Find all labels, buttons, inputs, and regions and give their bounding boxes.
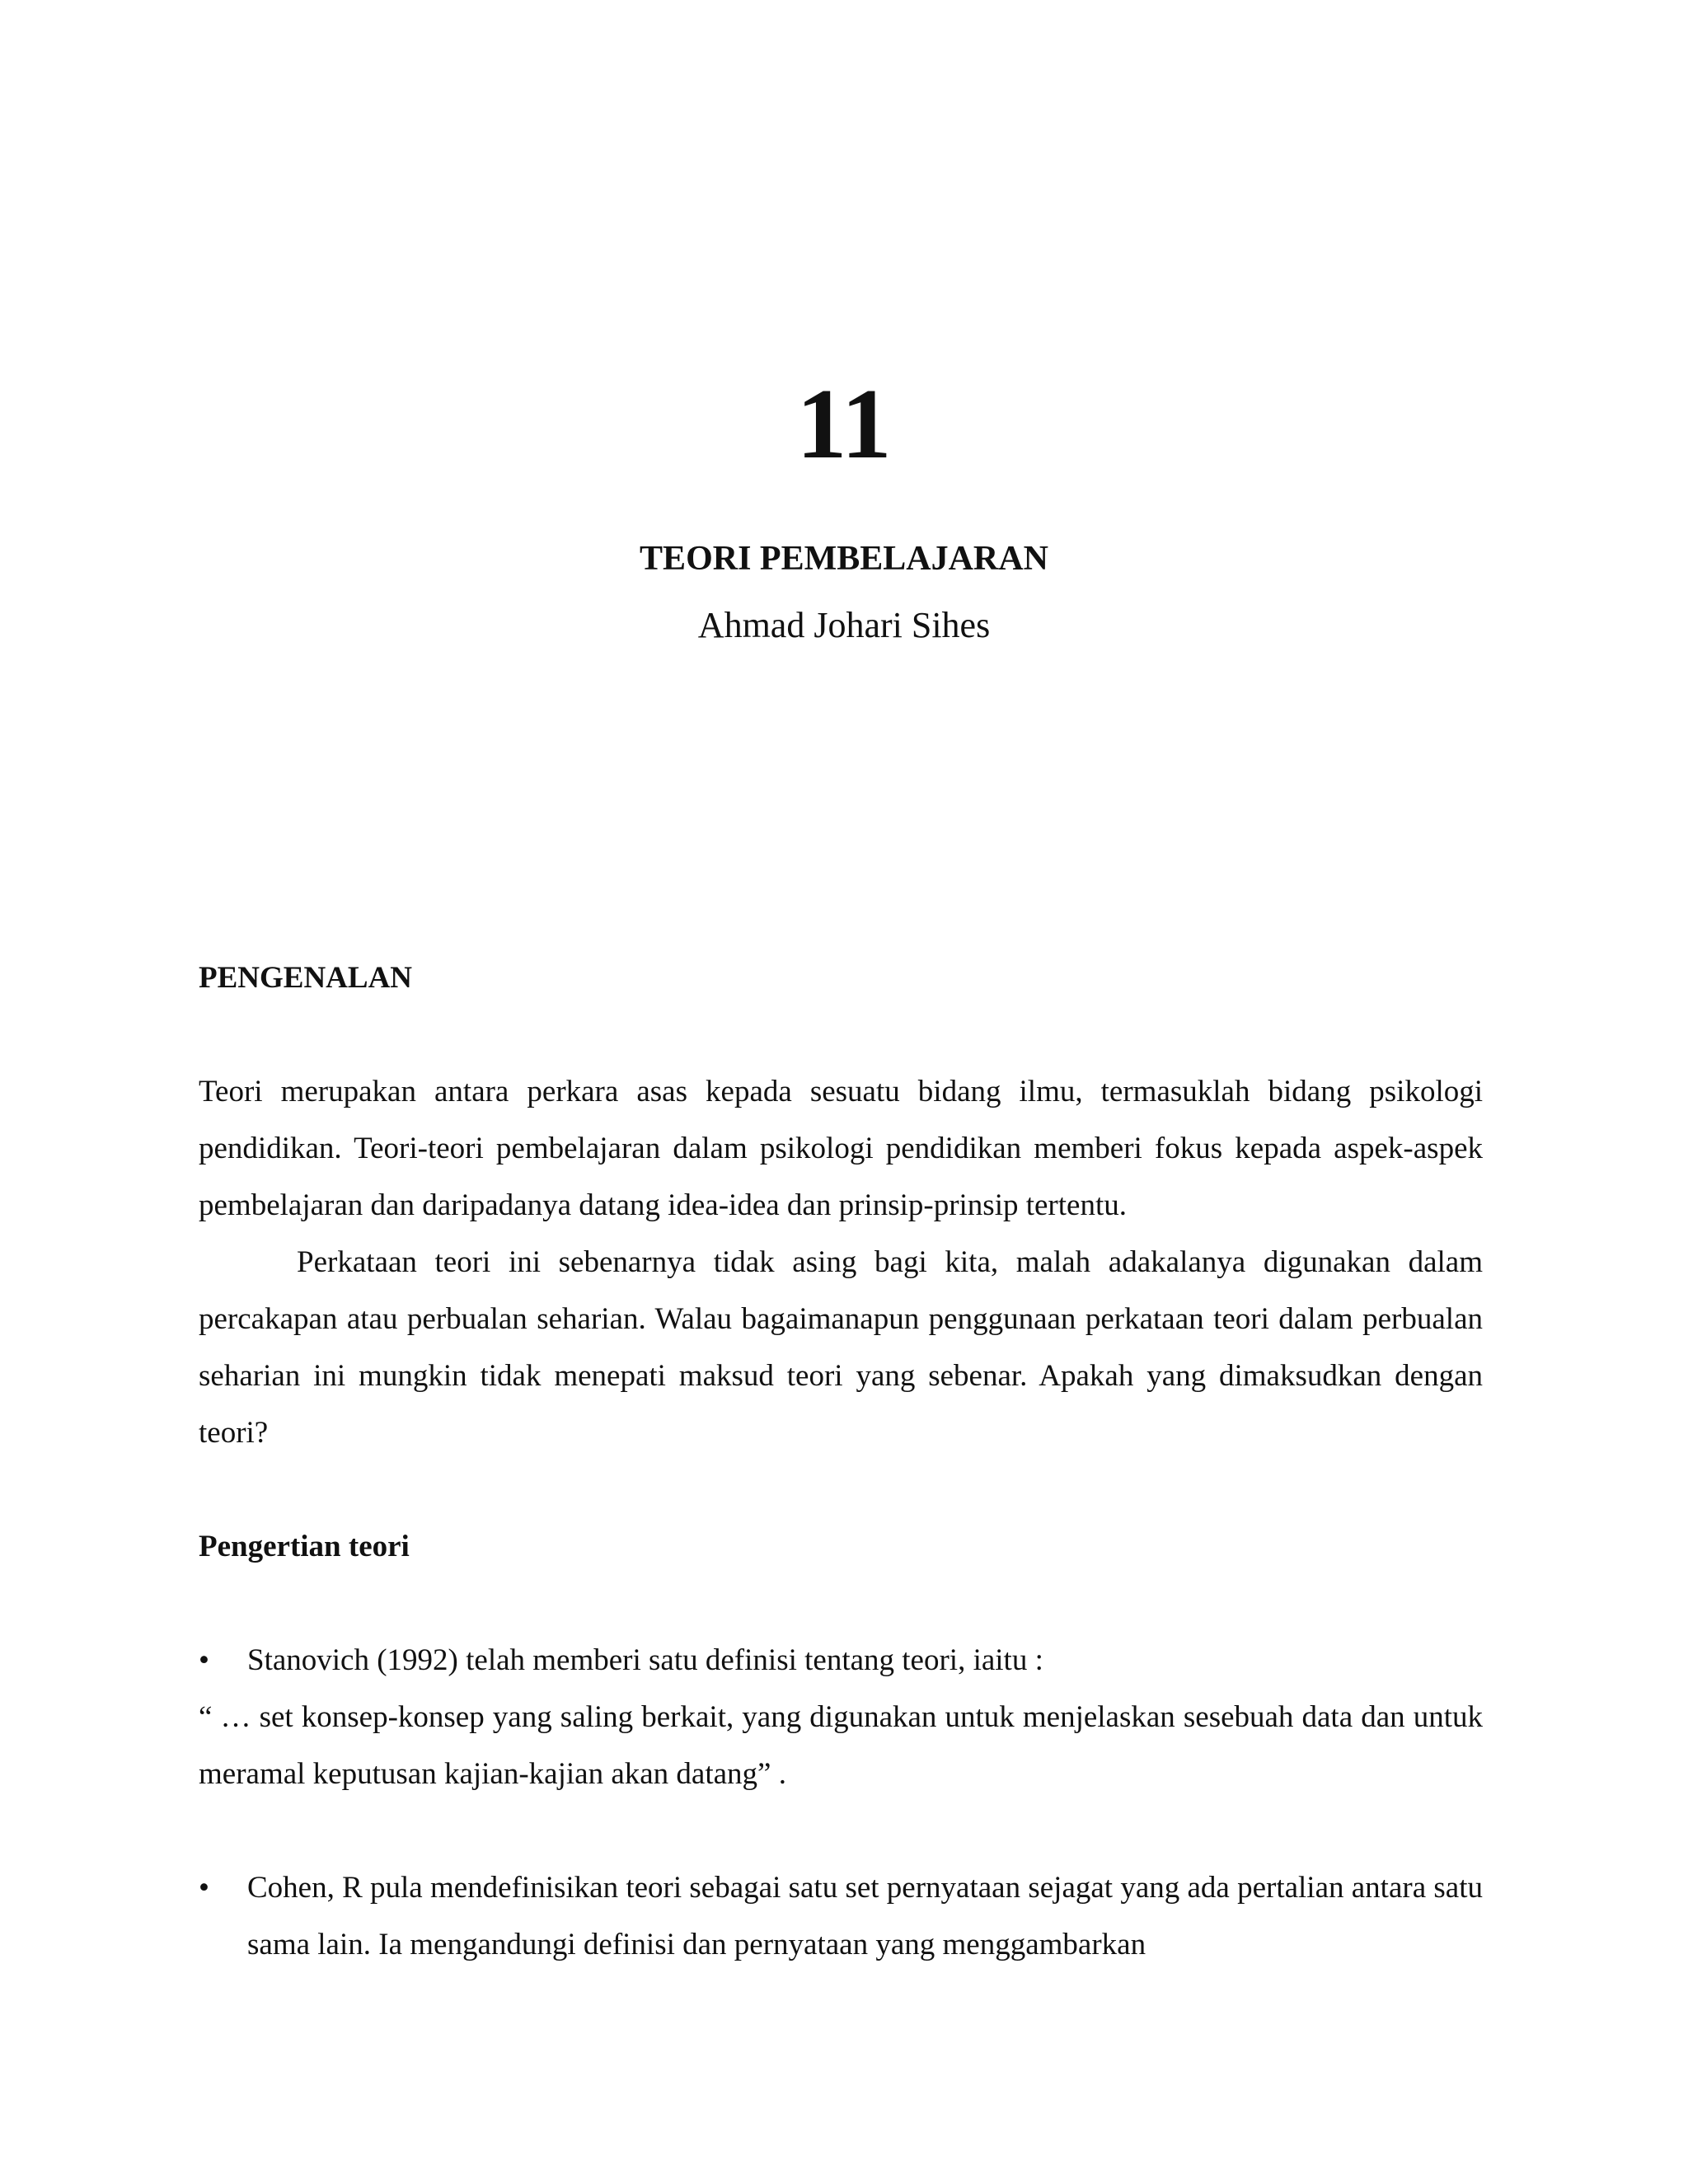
chapter-author: Ahmad Johari Sihes	[697, 605, 991, 645]
intro-paragraph-2: Perkataan teori ini sebenarnya tidak asing bagi kita, malah adakalanya digunakan dalam percakapan atau perbualan seharian. Walau bagaimanapun penggunaan perkataan teori dalam perbualan seharian ini mungkin tidak menepati maksud teori yang sebenar. Apakah yang dimaksudkan dengan teori?	[199, 1245, 1483, 1450]
chapter-title: TEORI PEMBELAJARAN	[640, 540, 1048, 578]
bullet-icon: •	[199, 1643, 209, 1677]
definition-quote: “ … set konsep-konsep yang saling berkait, yang digunakan untuk menjelaskan sesebuah data dan untuk meramal keputusan kajian-kajian akan datang” .	[199, 1700, 1483, 1791]
section-heading-definition: Pengertian teori	[199, 1530, 410, 1563]
section-heading-introduction: PENGENALAN	[199, 961, 413, 995]
definition-item-stanovich	[199, 1632, 1483, 1689]
definition-item-cohen	[199, 1859, 1483, 1973]
definition-item-lead: Cohen, R pula mendefinisikan teori sebagai satu set pernyataan sejagat yang ada pertalian antara satu sama lain. Ia mengandungi definisi dan pernyataan yang menggambarkan	[247, 1871, 1483, 1961]
definition-item-lead: Stanovich (1992) telah memberi satu definisi tentang teori, iaitu :	[247, 1643, 1043, 1677]
intro-paragraph-1: Teori merupakan antara perkara asas kepada sesuatu bidang ilmu, termasuklah bidang psikologi pendidikan. Teori-teori pembelajaran dalam psikologi pendidikan memberi fokus kepada aspek-aspek pembelajaran dan daripadanya datang idea-idea dan prinsip-prinsip tertentu.	[199, 1075, 1483, 1222]
chapter-number: 11	[796, 368, 892, 480]
bullet-icon: •	[199, 1871, 209, 1905]
body-content	[199, 949, 1483, 1973]
